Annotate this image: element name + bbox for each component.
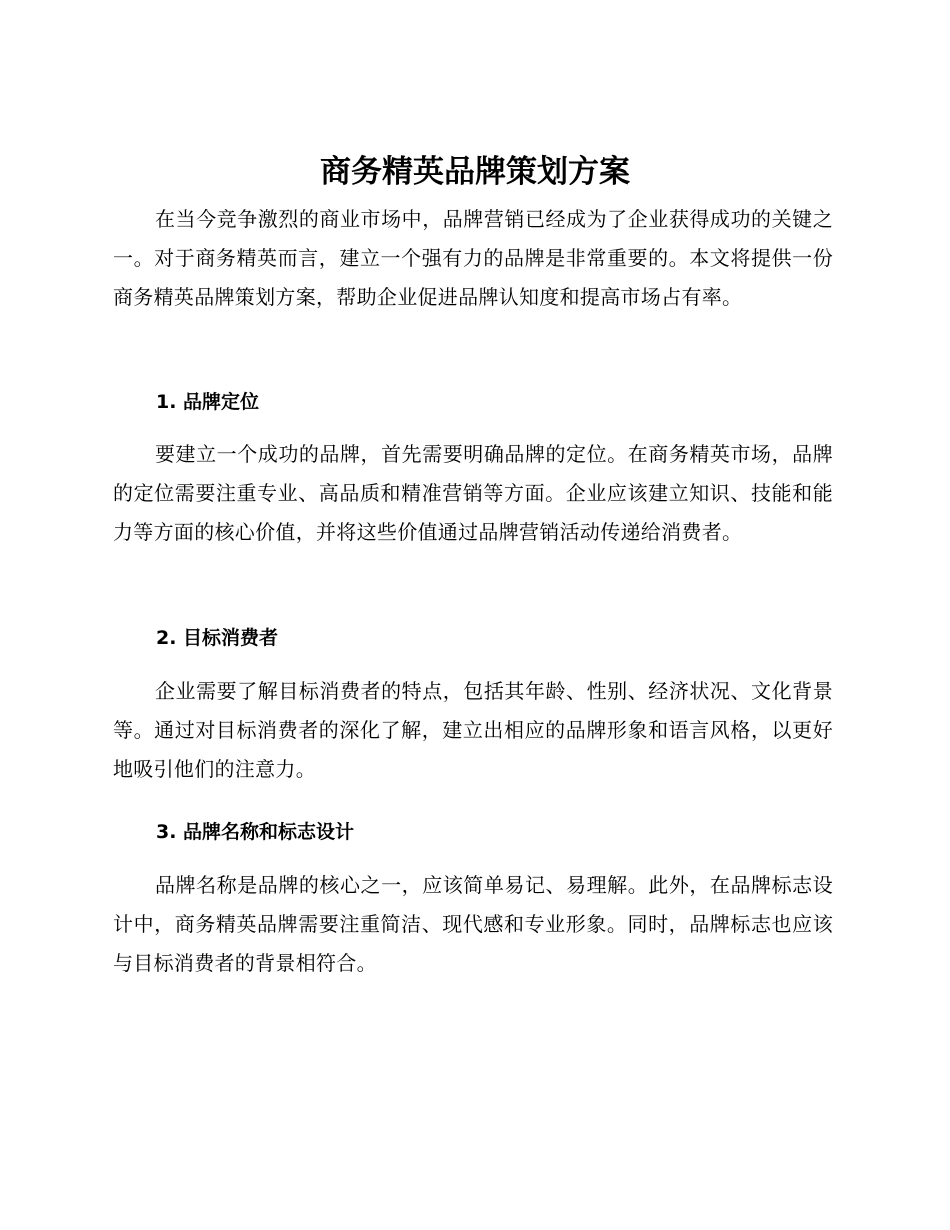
intro-paragraph: 在当今竞争激烈的商业市场中，品牌营销已经成为了企业获得成功的关键之一。对于商务精英而言，建立一个强有力的品牌是非常重要的。本文将提供一份商务精英品牌策划方案，帮助企业促进品牌认知度和提高市场占有率。: [113, 207, 833, 309]
section-body-name-and-logo: 品牌名称是品牌的核心之一，应该简单易记、易理解。此外，在品牌标志设计中，商务精英品牌需要注重简洁、现代感和专业形象。同时，品牌标志也应该与目标消费者的背景相符合。: [113, 873, 833, 975]
section-heading-target-consumers: 2. 目标消费者: [156, 627, 279, 649]
section-heading-name-and-logo: 3. 品牌名称和标志设计: [156, 821, 355, 843]
section-heading-brand-positioning: 1. 品牌定位: [156, 391, 260, 413]
document-title: 商务精英品牌策划方案: [320, 154, 630, 190]
section-body-brand-positioning: 要建立一个成功的品牌，首先需要明确品牌的定位。在商务精英市场，品牌的定位需要注重专业、高品质和精准营销等方面。企业应该建立知识、技能和能力等方面的核心价值，并将这些价值通过品牌营销活动传递给消费者。: [113, 442, 833, 544]
section-body-target-consumers: 企业需要了解目标消费者的特点，包括其年龄、性别、经济状况、文化背景等。通过对目标消费者的深化了解，建立出相应的品牌形象和语言风格，以更好地吸引他们的注意力。: [113, 679, 833, 781]
